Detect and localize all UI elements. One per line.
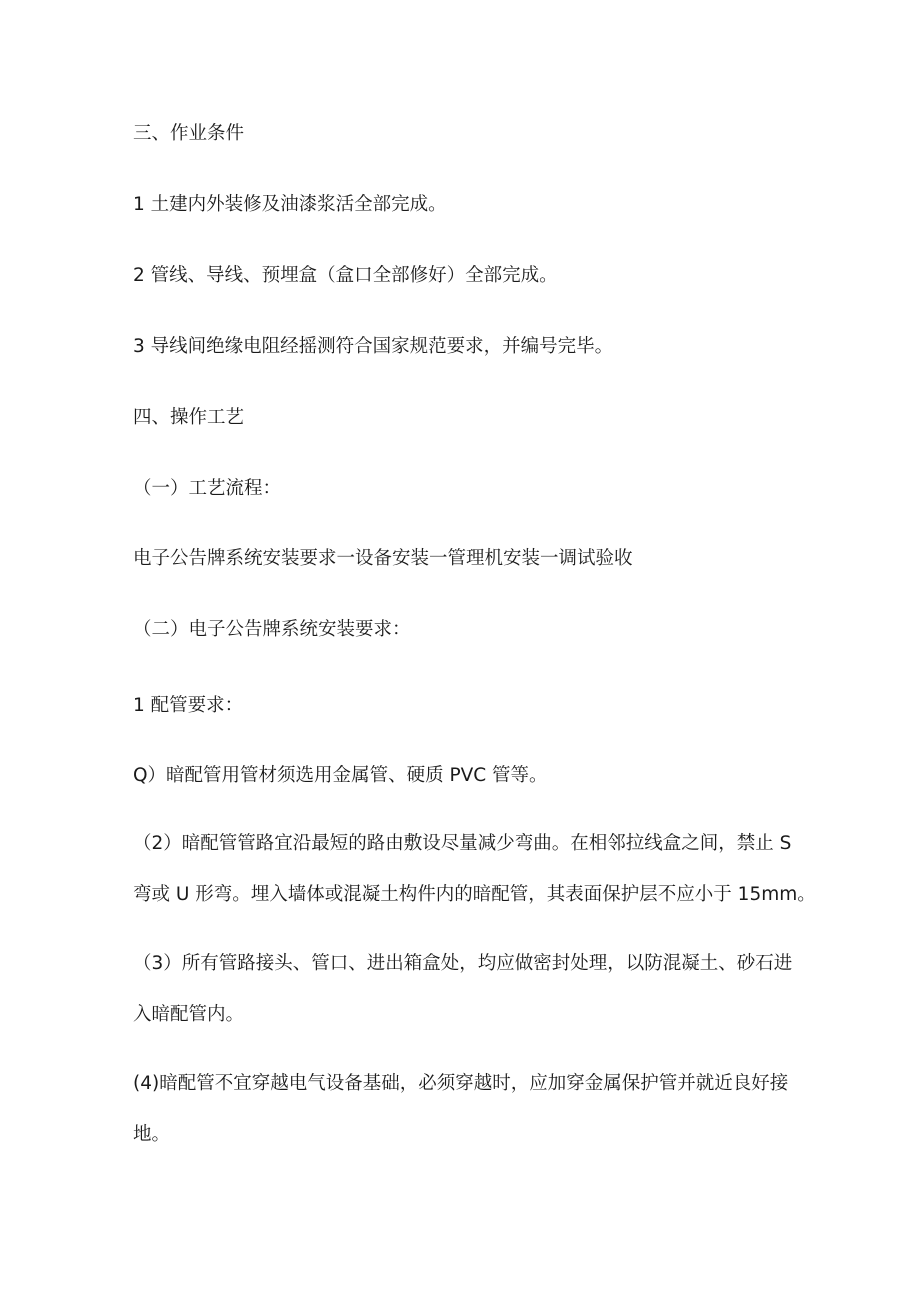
subsection-heading-1: （一）工艺流程：: [133, 478, 282, 499]
list-item-1: Q）暗配管用管材须选用金属管、硬质 PVC 管等。: [133, 765, 548, 786]
list-item-3-line-1: （3）所有管路接头、管口、进出箱盒处，均应做密封处理，以防混凝土、砂石进: [133, 953, 793, 974]
list-item-4-line-1: (4)暗配管不宜穿越电气设备基础，必须穿越时，应加穿金属保护管并就近良好接: [133, 1073, 789, 1094]
list-item-4-line-2: 地。: [133, 1124, 171, 1145]
list-item-3-line-2: 入暗配管内。: [133, 1004, 245, 1025]
section-heading-4: 四、操作工艺: [133, 407, 245, 428]
requirement-heading-1: 1 配管要求：: [133, 695, 244, 716]
list-item-3: [133, 952, 793, 1027]
condition-item-1: 1 土建内外装修及油漆浆活全部完成。: [133, 194, 447, 215]
condition-item-3: 3 导线间绝缘电阻经摇测符合国家规范要求，并编号完毕。: [133, 336, 614, 357]
process-flow-text: 电子公告牌系统安装要求一设备安装一管理机安装一调试验收: [133, 548, 633, 569]
list-item-2-line-2: 弯或 U 形弯。埋入墙体或混凝土构件内的暗配管，其表面保护层不应小于 15mm。: [133, 884, 816, 905]
list-item-4: [133, 1072, 793, 1147]
section-heading-3: 三、作业条件: [133, 123, 245, 144]
list-item-2: [133, 832, 816, 907]
condition-item-2: 2 管线、导线、预埋盒（盒口全部修好）全部完成。: [133, 265, 558, 286]
list-item-2-line-1: （2）暗配管管路宜沿最短的路由敷设尽量减少弯曲。在相邻拉线盒之间，禁止 S: [133, 833, 792, 854]
subsection-heading-2: （二）电子公告牌系统安装要求：: [133, 619, 411, 640]
